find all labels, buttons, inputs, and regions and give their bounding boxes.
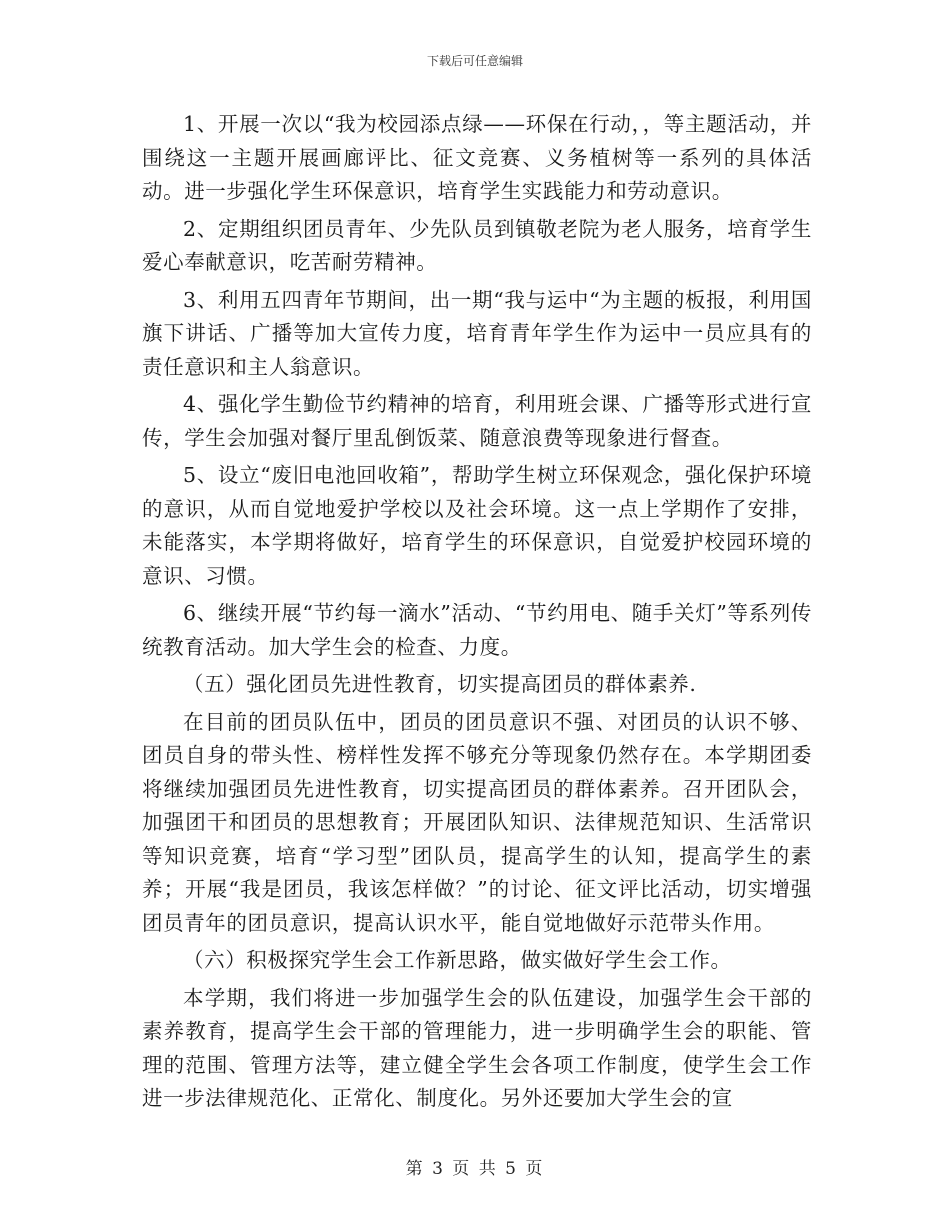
- paragraph-item-6: 6、继续开展“节约每一滴水”活动、“节约用电、随手关灯”等系列传统教育活动。加大学生会的检查、力度。: [142, 601, 812, 659]
- paragraph-item-3: 3、利用五四青年节期间，出一期“我与运中“为主题的板报，利用国旗下讲话、广播等加大宣传力度，培育青年学生作为运中一员应具有的责任意识和主人翁意识。: [142, 287, 812, 379]
- page-number-footer: 第 3 页 共 5 页: [405, 1159, 545, 1179]
- paragraph-item-5: 5、设立“废旧电池回收箱”，帮助学生树立环保观念，强化保护环境的意识，从而自觉地爱护学校以及社会环境。这一点上学期作了安排，未能落实，本学期将做好，培育学生的环保意识，自觉爱护校园环境的意识、习惯。: [142, 463, 812, 588]
- document-body: [142, 108, 812, 1120]
- section-heading-five: （五）强化团员先进性教育，切实提高团员的群体素养.: [183, 672, 697, 696]
- paragraph-section-six: 本学期，我们将进一步加强学生会的队伍建设，加强学生会干部的素养教育，提高学生会干部的管理能力，进一步明确学生会的职能、管理的范围、管理方法等，建立健全学生会各项工作制度，使学生会工作进一步法律规范化、正常化、制度化。另外还要加大学生会的宣: [142, 985, 812, 1110]
- paragraph-section-five: 在目前的团员队伍中，团员的团员意识不强、对团员的认识不够、团员自身的带头性、榜样性发挥不够充分等现象仍然存在。本学期团委将继续加强团员先进性教育，切实提高团员的群体素养。召开团队会，加强团干和团员的思想教育；开展团队知识、法律规范知识、生活常识等知识竞赛，培育“学习型”团队员，提高学生的认知，提高学生的素养；开展“我是团员，我该怎样做？”的讨论、征文评比活动，切实增强团员青年的团员意识，提高认识水平，能自觉地做好示范带头作用。: [142, 709, 812, 935]
- page-header: 下载后可任意编辑: [426, 54, 523, 68]
- paragraph-item-2: 2、定期组织团员青年、少先队员到镇敬老院为老人服务，培育学生爱心奉献意识，吃苦耐劳精神。: [142, 216, 812, 274]
- section-heading-six: （六）积极探究学生会工作新思路，做实做好学生会工作。: [183, 948, 732, 972]
- paragraph-item-1: 1、开展一次以“我为校园添点绿——环保在行动，，等主题活动，并围绕这一主题开展画廊评比、征文竞赛、义务植树等一系列的具体活动。进一步强化学生环保意识，培育学生实践能力和劳动意识。: [142, 112, 812, 203]
- paragraph-item-4: 4、强化学生勤俭节约精神的培育，利用班会课、广播等形式进行宣传，学生会加强对餐厅里乱倒饭菜、随意浪费等现象进行督查。: [142, 392, 812, 450]
